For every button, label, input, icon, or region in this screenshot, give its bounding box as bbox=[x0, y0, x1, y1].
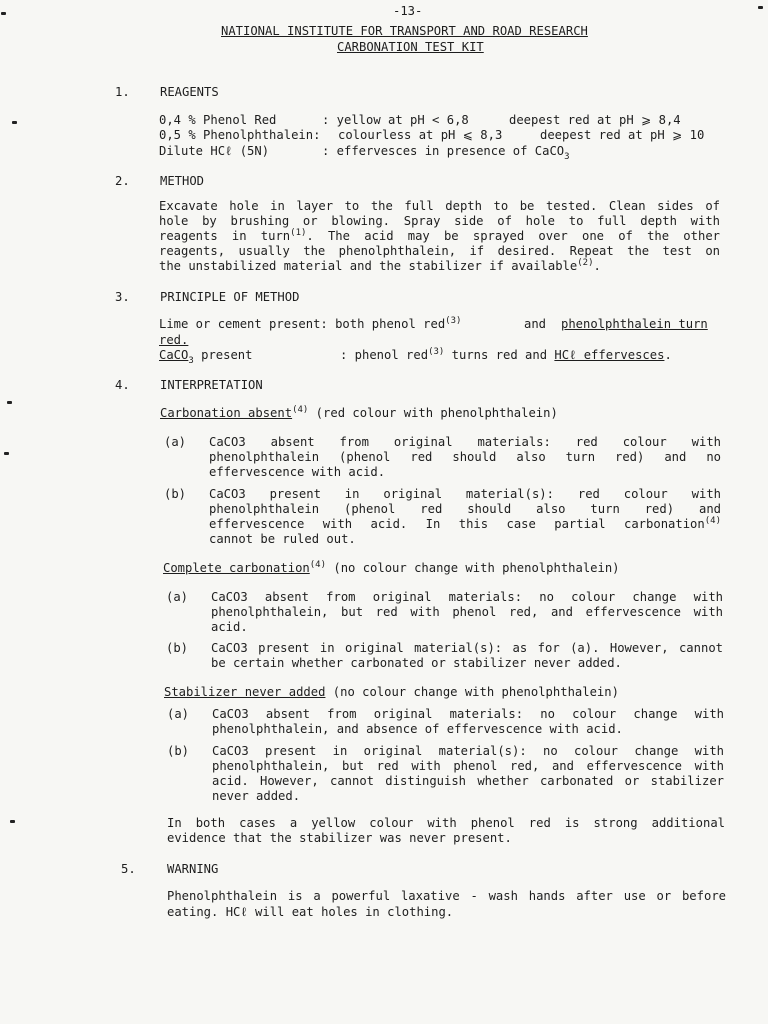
reagent-extra: deepest red at pH ⩾ 8,4 bbox=[509, 113, 681, 127]
section-heading: PRINCIPLE OF METHOD bbox=[160, 290, 300, 304]
reagent-description: : effervesces in presence of CaCO$_3$ bbox=[322, 144, 570, 162]
item-line: CaCO3 present in original material(s): as for (a). However, cannot bbox=[211, 641, 723, 655]
item-line: CaCO3 absent from original materials: red colour with bbox=[209, 435, 721, 449]
section-heading: WARNING bbox=[167, 862, 219, 876]
document-subtitle: CARBONATION TEST KIT bbox=[337, 40, 484, 54]
document-title: NATIONAL INSTITUTE FOR TRANSPORT AND ROAD RESEARCH bbox=[221, 24, 588, 38]
group-title: Complete carbonation$^{(4)}$ (no colour change with phenolphthalein) bbox=[163, 560, 620, 575]
item-line: phenolphthalein, and absence of effervescence with acid. bbox=[212, 722, 623, 736]
item-line: phenolphthalein (phenol red should also turn red) and no bbox=[209, 450, 721, 464]
group-title: Carbonation absent$^{(4)}$ (red colour with phenolphthalein) bbox=[160, 405, 558, 420]
method-line: reagents in turn$^{(1)}$. The acid may be sprayed over one of the other bbox=[159, 228, 720, 243]
item-label: (a) bbox=[164, 435, 187, 449]
item-line: phenolphthalein (phenol red should also turn red) and bbox=[209, 502, 721, 516]
item-label: (a) bbox=[166, 590, 189, 604]
item-line: phenolphthalein, but red with phenol red, and effervescence with bbox=[212, 759, 724, 773]
item-line: never added. bbox=[212, 789, 301, 803]
principle-line-underlined: red. bbox=[159, 333, 189, 347]
method-line: reagents, usually the phenolphthalein, if desired. Repeat the test on bbox=[159, 244, 720, 258]
section-number: 2. bbox=[115, 174, 130, 188]
scan-mark bbox=[12, 121, 17, 124]
warning-line: eating. HCℓ will eat holes in clothing. bbox=[167, 905, 454, 919]
principle-line: and bbox=[524, 317, 547, 331]
method-line: Excavate hole in layer to the full depth to be tested. Clean sides of bbox=[159, 199, 720, 213]
section-heading: INTERPRETATION bbox=[160, 378, 263, 392]
item-line: effervescence with acid. bbox=[209, 465, 386, 479]
method-line: the unstabilized material and the stabilizer if available$^{(2)}$. bbox=[159, 258, 601, 273]
scan-mark bbox=[7, 401, 12, 404]
note-line: evidence that the stabilizer was never present. bbox=[167, 831, 512, 845]
reagent-description: colourless at pH ⩽ 8,3 bbox=[338, 128, 503, 142]
reagent-name: Dilute HCℓ (5N) bbox=[159, 144, 270, 158]
note-line: In both cases a yellow colour with phenol red is strong additional bbox=[167, 816, 725, 830]
item-line: acid. bbox=[211, 620, 248, 634]
reagent-name: 0,5 % Phenolphthalein: bbox=[159, 128, 321, 142]
principle-line-underlined: phenolphthalein turn bbox=[561, 317, 708, 331]
group-title: Stabilizer never added (no colour change with phenolphthalein) bbox=[164, 685, 619, 699]
scan-mark bbox=[10, 820, 15, 823]
item-label: (b) bbox=[167, 744, 190, 758]
section-number: 3. bbox=[115, 290, 130, 304]
item-line: phenolphthalein, but red with phenol red, and effervescence with bbox=[211, 605, 723, 619]
section-number: 1. bbox=[115, 85, 130, 99]
scan-mark bbox=[758, 6, 763, 9]
principle-line: : phenol red$^{(3)}$ turns red and HCℓ effervesces. bbox=[340, 347, 672, 362]
section-number: 4. bbox=[115, 378, 130, 392]
item-label: (b) bbox=[166, 641, 189, 655]
item-line: CaCO3 present in original material(s): no colour change with bbox=[212, 744, 724, 758]
warning-line: Phenolphthalein is a powerful laxative - wash hands after use or before bbox=[167, 889, 726, 903]
page-number: -13- bbox=[393, 4, 423, 18]
reagent-extra: deepest red at pH ⩾ 10 bbox=[540, 128, 705, 142]
scan-mark bbox=[4, 452, 9, 455]
section-number: 5. bbox=[121, 862, 136, 876]
item-line: CaCO3 present in original material(s): red colour with bbox=[209, 487, 721, 501]
reagent-description: : yellow at pH < 6,8 bbox=[322, 113, 469, 127]
item-line: CaCO3 absent from original materials: no colour change with bbox=[212, 707, 724, 721]
item-label: (a) bbox=[167, 707, 190, 721]
principle-line: Lime or cement present: both phenol red$^{(3)}$ bbox=[159, 316, 462, 331]
method-line: hole by brushing or blowing. Spray side of hole to full depth with bbox=[159, 214, 720, 228]
principle-line: CaCO$_3$ present bbox=[159, 348, 253, 366]
scan-mark bbox=[1, 12, 6, 15]
reagent-name: 0,4 % Phenol Red bbox=[159, 113, 277, 127]
section-heading: METHOD bbox=[160, 174, 205, 188]
item-line: cannot be ruled out. bbox=[209, 532, 356, 546]
item-label: (b) bbox=[164, 487, 187, 501]
item-line: effervescence with acid. In this case partial carbonation$^{(4)}$ bbox=[209, 516, 721, 531]
item-line: be certain whether carbonated or stabilizer never added. bbox=[211, 656, 622, 670]
item-line: CaCO3 absent from original materials: no colour change with bbox=[211, 590, 723, 604]
section-heading: REAGENTS bbox=[160, 85, 219, 99]
item-line: acid. However, cannot distinguish whether carbonated or stabilizer bbox=[212, 774, 724, 788]
